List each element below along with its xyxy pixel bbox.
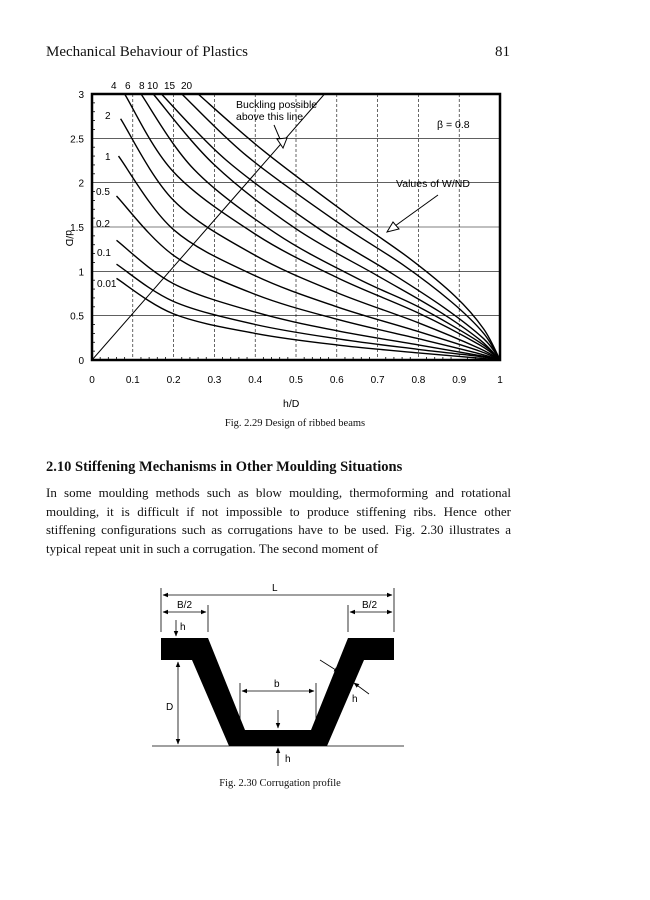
y-tick-label-1: 1 [78, 267, 84, 279]
beta-label: β = 0.8 [437, 119, 470, 131]
label-h-top: h [180, 622, 186, 633]
dim-h-side-arrow-lower [354, 683, 369, 694]
label-h-bottom: h [285, 754, 291, 765]
label-b: b [274, 679, 280, 690]
curve-label-0-2: 0.2 [96, 219, 110, 230]
curve-label-15: 15 [164, 81, 176, 92]
buckling-note-line2: above this line [236, 111, 304, 123]
x-tick-label-0.1: 0.1 [125, 375, 140, 386]
y-tick-label-0: 0 [78, 356, 84, 367]
label-B2-left: B/2 [177, 600, 193, 611]
x-tick-label-0.8: 0.8 [411, 375, 426, 386]
label-B2-right: B/2 [362, 600, 378, 611]
figure-caption-2-30: Fig. 2.30 Corrugation profile [219, 778, 341, 789]
values-note: Values of W/ND [396, 178, 470, 190]
label-D: D [166, 702, 174, 713]
y-tick-label-1.5: 1.5 [70, 223, 84, 234]
x-tick-label-0.3: 0.3 [207, 375, 222, 386]
y-tick-label-3: 3 [78, 90, 84, 101]
curve-label-6: 6 [125, 81, 131, 92]
x-tick-label-0.4: 0.4 [248, 375, 263, 386]
figure-caption-2-29: Fig. 2.29 Design of ribbed beams [224, 418, 366, 429]
curve-label-1: 1 [105, 152, 111, 163]
curve-label-0-5: 0.5 [96, 187, 110, 198]
x-tick-label-1: 1 [497, 375, 503, 386]
y-tick-label-2: 2 [78, 178, 84, 190]
x-tick-label-0: 0 [89, 375, 95, 386]
y-tick-label-2.5: 2.5 [70, 134, 84, 146]
y-axis-label: d/D [63, 230, 75, 247]
corrugation-shape [161, 638, 394, 746]
x-tick-label-0.9: 0.9 [452, 375, 467, 386]
buckling-note-line1: Buckling possible [236, 99, 318, 111]
body-paragraph: In some moulding methods such as blow moulding, thermoforming and rotational moulding, it is difficult if not impossible to produce stiffening ribs. Hence other stiffening configurations such as corrugations have to be used. Fig. 2.30 illustrates a typical repeat unit in such a corrugation. The second moment of [46, 485, 511, 556]
x-tick-label-0.2: 0.2 [166, 375, 181, 386]
curve-label-0-01: 0.01 [97, 279, 117, 290]
x-tick-label-0.6: 0.6 [329, 375, 344, 386]
y-tick-label-0.5: 0.5 [70, 311, 84, 323]
label-L: L [272, 583, 278, 594]
section-heading: 2.10 Stiffening Mechanisms in Other Moulding Situations [46, 459, 403, 475]
curve-label-4: 4 [111, 81, 117, 92]
curve-label-20: 20 [181, 81, 193, 92]
curve-label-2: 2 [105, 111, 111, 122]
running-title: Mechanical Behaviour of Plastics [46, 44, 249, 60]
x-axis-label: h/D [283, 398, 300, 410]
curve-label-10: 10 [147, 81, 159, 92]
page-number: 81 [495, 44, 510, 60]
curve-label-8: 8 [139, 81, 145, 92]
curve-label-0-1: 0.1 [97, 248, 111, 259]
label-h-side: h [352, 694, 358, 705]
x-tick-label-0.5: 0.5 [289, 375, 303, 386]
x-tick-label-0.7: 0.7 [370, 375, 385, 386]
dim-h-side-arrow-upper [320, 660, 339, 672]
